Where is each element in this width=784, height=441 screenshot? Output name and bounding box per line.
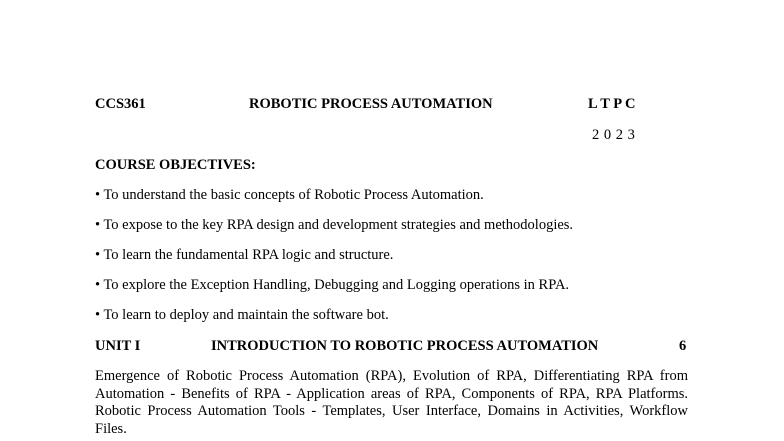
objective-item: • To expose to the key RPA design and development strategies and methodologies. (95, 217, 574, 233)
ltpc-label: L T P C (588, 96, 636, 112)
unit-hours: 6 (679, 338, 687, 354)
ltpc-values: 2 0 2 3 (592, 127, 636, 143)
unit-description: Emergence of Robotic Process Automation (RPA), Evolution of RPA, Differentiating RPA from Automation - Benefits of RPA - Application areas of RPA, Components of RPA, RPA Platforms. Robotic Process Automation Tools - Templates, User Interface, Domains in Activities, Workflow Files. (95, 368, 688, 437)
objective-item: • To learn to deploy and maintain the software bot. (95, 307, 389, 323)
unit-title: INTRODUCTION TO ROBOTIC PROCESS AUTOMATION (211, 338, 599, 354)
objective-item: • To understand the basic concepts of Robotic Process Automation. (95, 187, 484, 203)
objective-item: • To explore the Exception Handling, Debugging and Logging operations in RPA. (95, 277, 570, 293)
objective-item: • To learn the fundamental RPA logic and structure. (95, 247, 394, 263)
unit-label: UNIT I (95, 338, 141, 354)
course-title: ROBOTIC PROCESS AUTOMATION (249, 96, 493, 112)
objectives-heading: COURSE OBJECTIVES: (95, 157, 256, 173)
course-code: CCS361 (95, 96, 146, 112)
